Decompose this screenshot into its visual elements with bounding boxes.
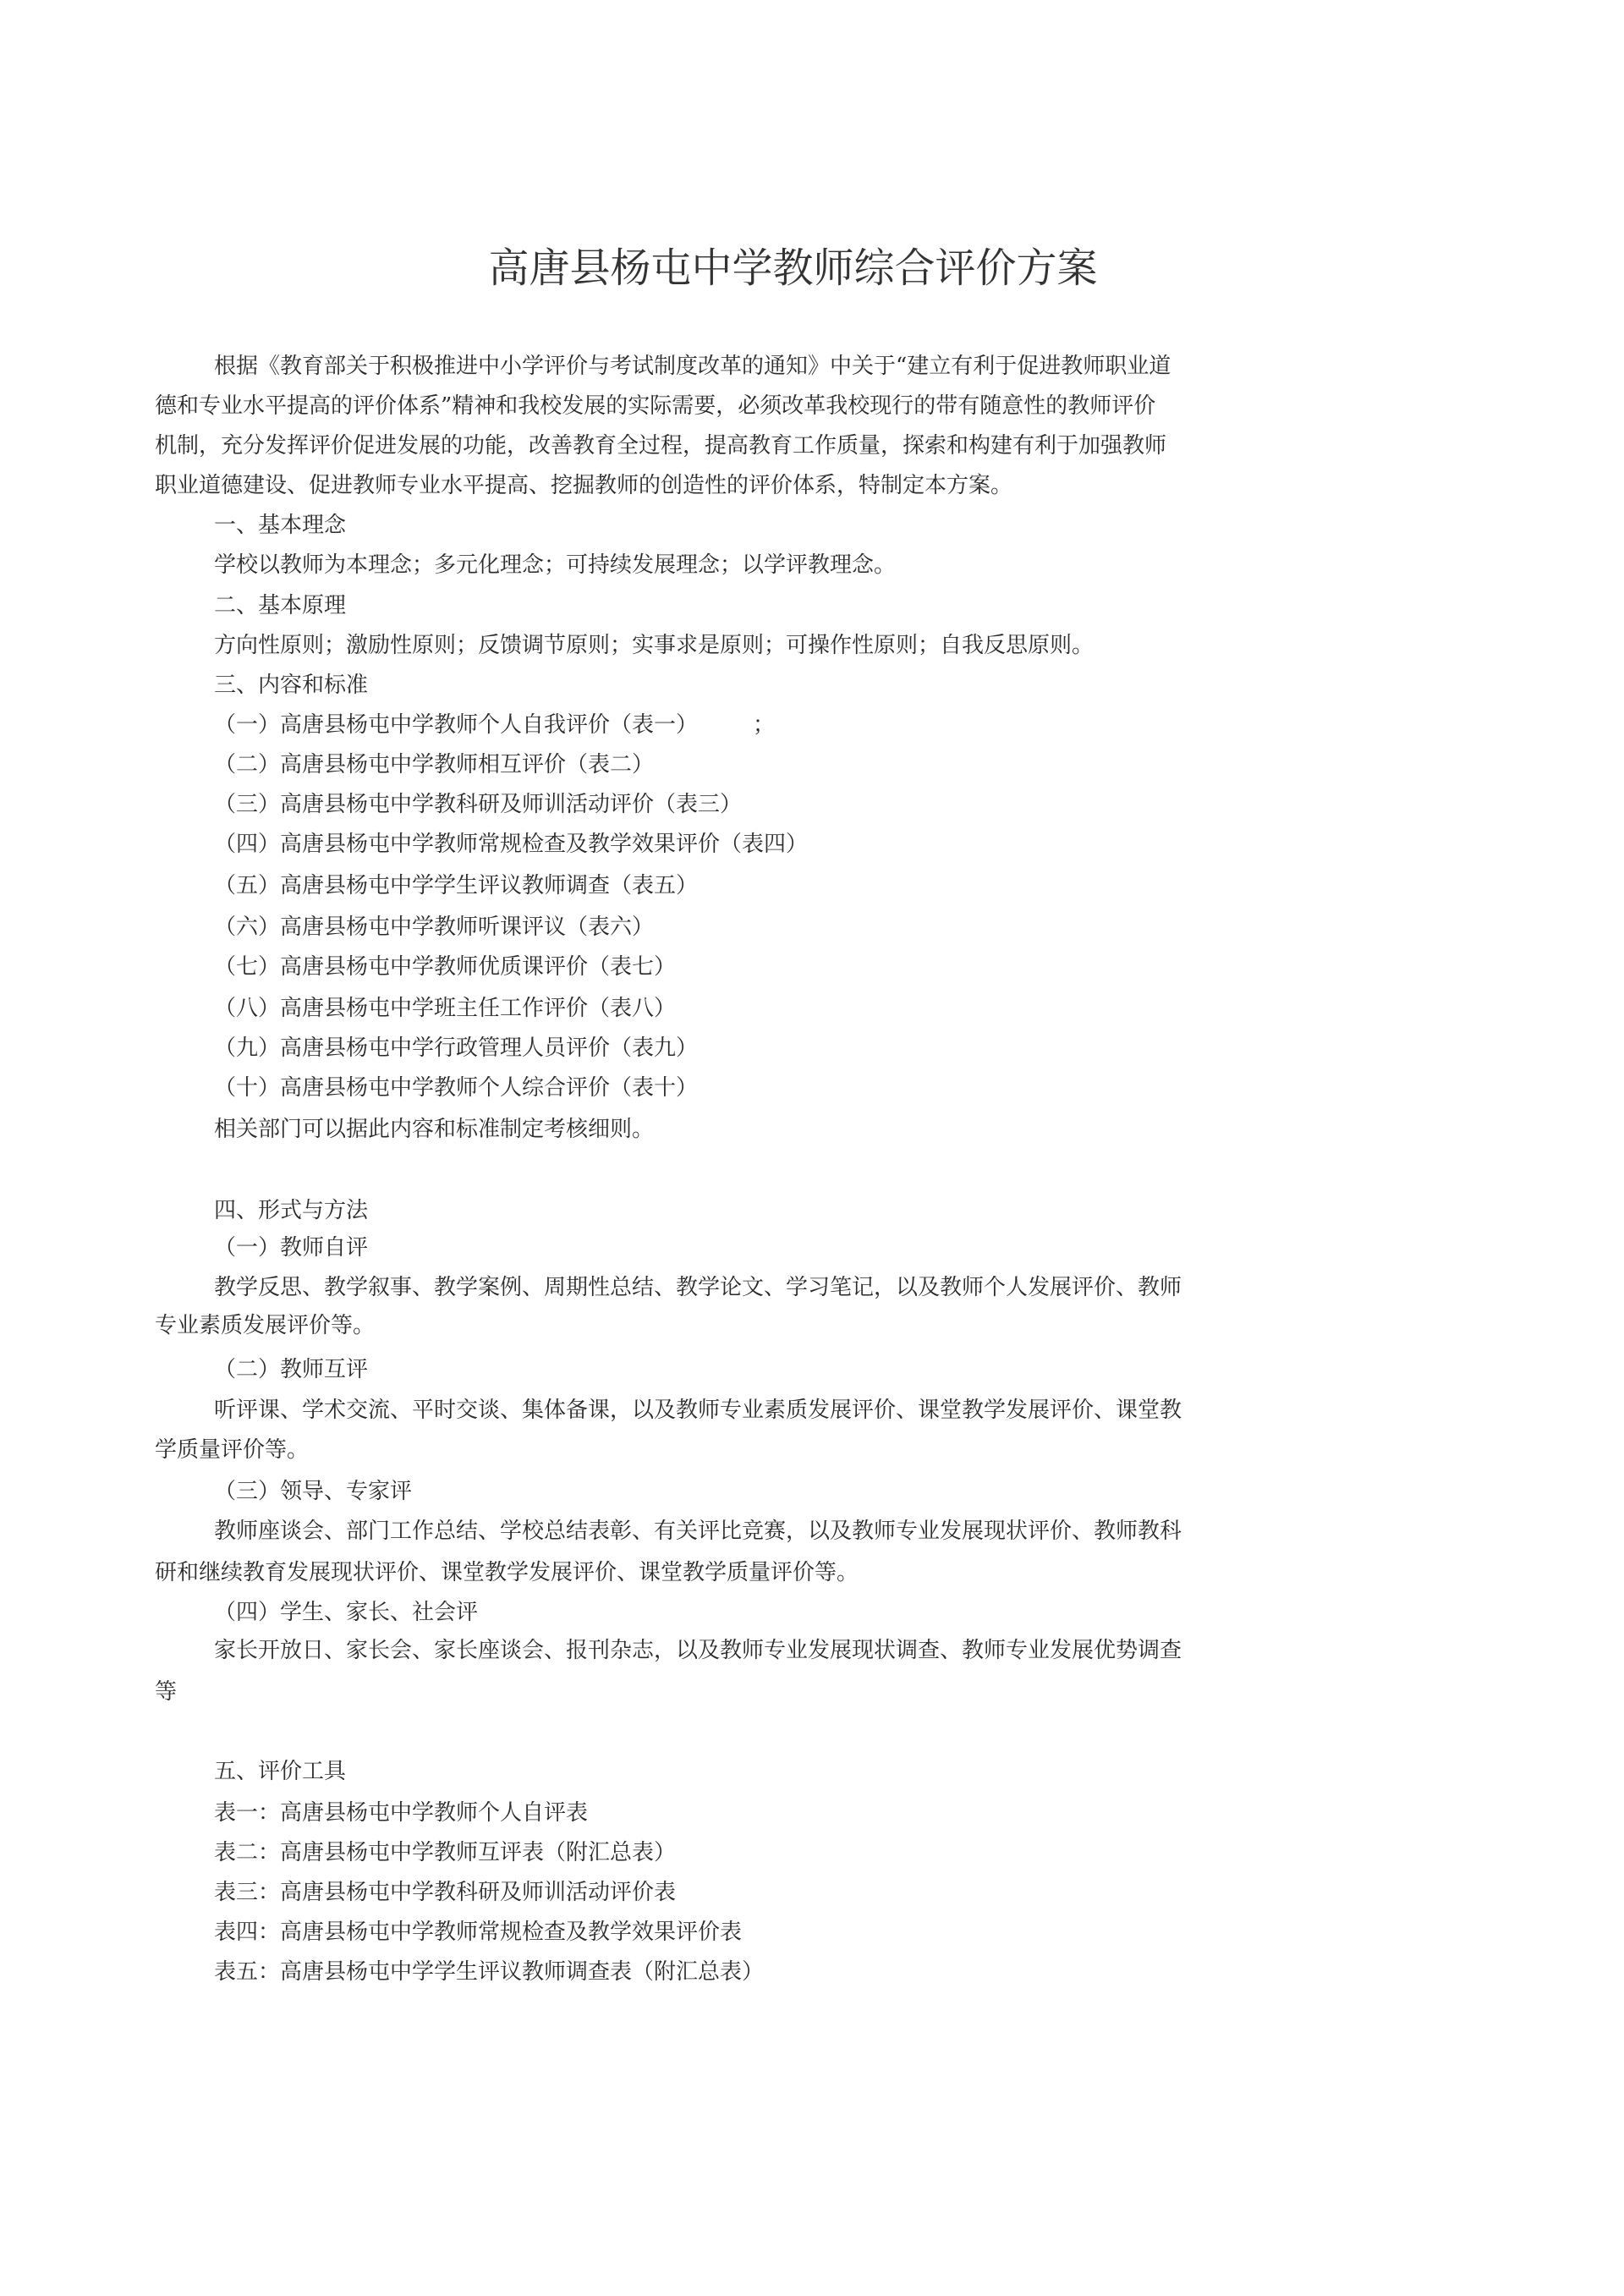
section-text: 学校以教师为本理念；多元化理念；可持续发展理念；以学评教理念。 [214,552,897,578]
list-item: 表五：高唐县杨屯中学学生评议教师调查表（附汇总表） [214,1959,765,1985]
document-title: 高唐县杨屯中学教师综合评价方案 [488,244,1098,292]
section-text: 教学反思、教学叙事、教学案例、周期性总结、教学论文、学习笔记，以及教师个人发展评价、教师 [214,1275,1182,1300]
list-item: （八）高唐县杨屯中学班主任工作评价（表八） [214,996,677,1021]
section-heading: 三、内容和标准 [214,673,369,698]
list-item: （三）高唐县杨屯中学教科研及师训活动评价（表三） [214,792,743,817]
list-item: 表二：高唐县杨屯中学教师互评表（附汇总表） [214,1840,677,1865]
list-item: （一）高唐县杨屯中学教师个人自我评价（表一） ； [214,712,776,738]
section-heading: 二、基本原理 [214,593,347,618]
section-text: 听评课、学术交流、平时交谈、集体备课，以及教师专业素质发展评价、课堂教学发展评价、课堂教 [214,1398,1182,1423]
list-item: （九）高唐县杨屯中学行政管理人员评价（表九） [214,1035,699,1061]
list-item: 表三：高唐县杨屯中学教科研及师训活动评价表 [214,1880,677,1905]
list-item: 表四：高唐县杨屯中学教师常规检查及教学效果评价表 [214,1920,743,1945]
intro-line: 根据《教育部关于积极推进中小学评价与考试制度改革的通知》中关于“建立有利于促进教师职业道 [214,354,1171,379]
list-item: （十）高唐县杨屯中学教师个人综合评价（表十） [214,1075,699,1101]
section-text: 学质量评价等。 [155,1437,310,1463]
list-item: （四）高唐县杨屯中学教师常规检查及教学效果评价（表四） [214,832,809,857]
section-note: 相关部门可以据此内容和标准制定考核细则。 [214,1117,655,1142]
list-item: （二）高唐县杨屯中学教师相互评价（表二） [214,752,655,777]
list-item: （七）高唐县杨屯中学教师优质课评价（表七） [214,954,677,980]
intro-line: 德和专业水平提高的评价体系”精神和我校发展的实际需要，必须改革我校现行的带有随意性的教师评价 [155,393,1156,419]
intro-line: 机制，充分发挥评价促进发展的功能，改善教育全过程，提高教育工作质量，探索和构建有利于加强教师 [155,433,1167,459]
intro-line: 职业道德建设、促进教师专业水平提高、挖掘教师的创造性的评价体系，特制定本方案。 [155,473,1013,498]
subsection-heading: （三）领导、专家评 [214,1479,413,1504]
list-item: （六）高唐县杨屯中学教师听课评议（表六） [214,915,655,940]
section-text: 家长开放日、家长会、家长座谈会、报刊杂志，以及教师专业发展现状调查、教师专业发展优势调查 [214,1638,1182,1663]
list-item: 表一：高唐县杨屯中学教师个人自评表 [214,1800,589,1826]
subsection-heading: （二）教师互评 [214,1357,369,1382]
section-text: 方向性原则；激励性原则；反馈调节原则；实事求是原则；可操作性原则；自我反思原则。 [214,633,1095,658]
subsection-heading: （一）教师自评 [214,1235,369,1261]
list-item: （五）高唐县杨屯中学学生评议教师调查（表五） [214,873,699,898]
subsection-heading: （四）学生、家长、社会评 [214,1600,479,1625]
section-text: 教师座谈会、部门工作总结、学校总结表彰、有关评比竞赛，以及教师专业发展现状评价、教师教科 [214,1519,1182,1544]
section-heading: 一、基本理念 [214,513,347,538]
section-heading: 四、形式与方法 [214,1198,369,1223]
section-text: 等 [155,1679,178,1705]
section-heading: 五、评价工具 [214,1759,347,1784]
section-text: 研和继续教育发展现状评价、课堂教学发展评价、课堂教学质量评价等。 [155,1560,859,1585]
section-text: 专业素质发展评价等。 [155,1313,376,1338]
